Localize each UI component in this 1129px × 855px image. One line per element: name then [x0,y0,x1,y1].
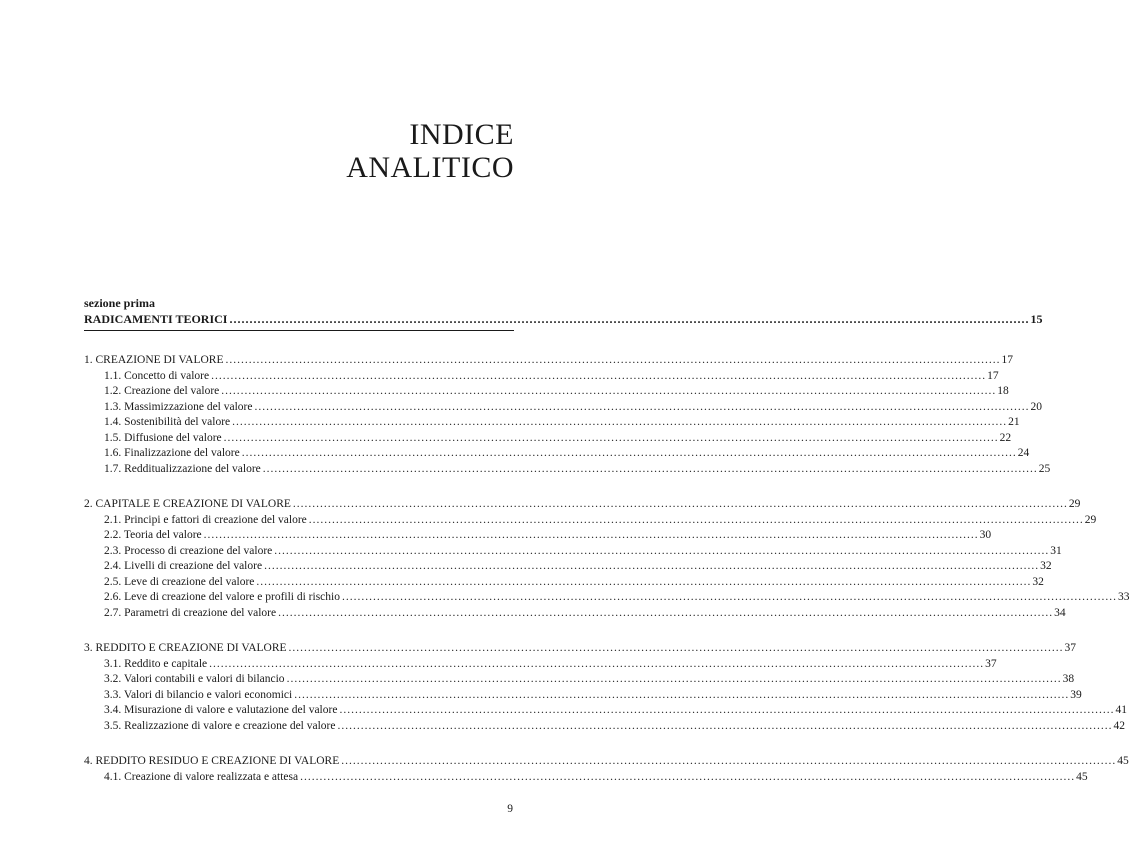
toc-item-page: 39 [1070,688,1082,701]
section-page: 15 [1030,312,1043,326]
toc-item-page: 25 [1038,462,1051,475]
leader-dots: ........................................................................................................................................................................................................ [308,513,1084,526]
leader-dots: ........................................................................................................................................................................................................ [223,431,999,444]
toc-item[interactable] [84,462,1051,478]
toc-item-page: 20 [1030,400,1042,413]
section-title: RADICAMENTI TEORICI [84,312,228,326]
leader-dots: ........................................................................................................................................................................................................ [339,704,1115,716]
toc-item[interactable] [84,384,1009,400]
toc-item-label: 3.3. Valori di bilancio e valori economici [104,688,293,701]
leader-dots: ........................................................................................................................................................................................................ [225,354,1001,366]
toc-item-label: 2.4. Livelli di creazione del valore [104,560,263,572]
leader-dots: ........................................................................................................................................................................................................ [229,312,1030,326]
chapter-title: 2. CAPITALE E CREAZIONE DI VALORE [84,498,291,510]
toc-item-label: 4.1. Creazione di valore realizzata e attesa [104,770,299,783]
toc-item-label: 3.1. Reddito e capitale [104,657,208,670]
toc-item[interactable] [84,657,997,673]
toc-item-page: 24 [1017,447,1030,459]
leader-dots: ........................................................................................................................................................................................................ [209,657,985,670]
leader-dots: ........................................................................................................................................................................................................ [341,591,1117,603]
toc-item[interactable] [84,431,1012,447]
toc-item-page: 38 [1062,673,1075,685]
chapter-title: 3. REDDITO E CREAZIONE DI VALORE [84,642,287,654]
toc-item[interactable] [84,446,1030,462]
chapter-title: 1. CREAZIONE DI VALORE [84,354,224,366]
section-entry[interactable] [84,310,1043,331]
toc-item[interactable] [84,770,1088,786]
chapter-entry[interactable] [84,353,1013,369]
leader-dots: ........................................................................................................................................................................................................ [337,719,1113,732]
toc-item-page: 41 [1115,704,1127,716]
chapter-list [84,353,1129,785]
toc-item[interactable] [84,513,1097,529]
toc-item[interactable] [84,688,1082,704]
leader-dots: ........................................................................................................................................................................................................ [294,688,1070,701]
toc-item[interactable] [84,544,1062,560]
toc-item-label: 2.3. Processo di creazione del valore [104,544,273,557]
toc-item-page: 29 [1084,513,1097,526]
toc-item-label: 1.6. Finalizzazione del valore [104,447,240,459]
chapter-page: 37 [1064,642,1077,654]
toc-item[interactable] [84,590,1129,606]
toc-item-label: 2.7. Parametri di creazione del valore [104,606,277,619]
leader-dots: ........................................................................................................................................................................................................ [256,575,1032,588]
toc-item-label: 2.6. Leve di creazione del valore e profili di rischio [104,591,340,603]
page-number: 9 [507,803,513,815]
chapter-entry[interactable] [84,497,1081,513]
toc-item[interactable] [84,415,1020,431]
toc-item-page: 22 [999,431,1012,444]
leader-dots: ........................................................................................................................................................................................................ [241,447,1017,459]
chapter-title: 4. REDDITO RESIDUO E CREAZIONE DI VALORE [84,755,340,767]
toc-item[interactable] [84,559,1052,575]
toc-item-label: 1.3. Massimizzazione del valore [104,400,253,413]
chapter-block [84,754,1129,785]
toc-item-label: 2.5. Leve di creazione del valore [104,575,255,588]
title-line-1: INDICE [409,118,514,151]
toc-item[interactable] [84,606,1066,622]
toc-item-page: 32 [1040,560,1052,572]
toc-item-label: 2.1. Principi e fattori di creazione del valore [104,513,307,526]
leader-dots: ........................................................................................................................................................................................................ [288,642,1064,654]
chapter-block [84,641,1127,734]
leader-dots: ........................................................................................................................................................................................................ [341,755,1117,767]
toc-item-page: 30 [979,529,992,541]
chapter-entry[interactable] [84,754,1129,770]
toc-item-label: 3.2. Valori contabili e valori di bilancio [104,673,285,685]
chapter-entry[interactable] [84,641,1077,657]
leader-dots: ........................................................................................................................................................................................................ [286,673,1062,685]
toc-item-page: 17 [987,369,999,382]
leader-dots: ........................................................................................................................................................................................................ [278,606,1054,619]
toc-item[interactable] [84,703,1127,719]
chapter-block [84,497,1129,621]
toc-item-label: 1.1. Concetto di valore [104,369,210,382]
toc-item-label: 3.5. Realizzazione di valore e creazione del valore [104,719,336,732]
leader-dots: ........................................................................................................................................................................................................ [221,385,997,397]
leader-dots: ........................................................................................................................................................................................................ [264,560,1040,572]
toc-item-page: 34 [1054,606,1066,619]
toc-item-label: 1.5. Diffusione del valore [104,431,222,444]
toc-item-page: 18 [997,385,1009,397]
chapter-block [84,353,1051,477]
toc-item-page: 45 [1076,770,1088,783]
toc-item-label: 1.7. Redditualizzazione del valore [104,462,261,475]
toc-item-label: 1.2. Creazione del valore [104,385,220,397]
toc-item[interactable] [84,400,1042,416]
section-label: sezione prima [84,296,155,310]
leader-dots: ........................................................................................................................................................................................................ [274,544,1050,557]
toc-item[interactable] [84,575,1044,591]
title-line-2: ANALITICO [346,151,514,184]
page-title [346,118,514,184]
toc-item-page: 37 [985,657,997,670]
leader-dots: ........................................................................................................................................................................................................ [292,498,1068,510]
chapter-page: 29 [1068,498,1081,510]
toc-item[interactable] [84,369,999,385]
toc-item-label: 3.4. Misurazione di valore e valutazione del valore [104,704,338,716]
chapter-page: 17 [1001,354,1013,366]
chapter-page: 45 [1117,755,1129,767]
toc-item-page: 31 [1050,544,1062,557]
leader-dots: ........................................................................................................................................................................................................ [254,400,1030,413]
toc-item-label: 1.4. Sostenibilità del valore [104,416,231,428]
toc-item-page: 33 [1117,591,1129,603]
toc-item[interactable] [84,528,992,544]
leader-dots: ........................................................................................................................................................................................................ [300,770,1076,783]
toc-item-page: 32 [1032,575,1044,588]
toc-item-page: 42 [1113,719,1125,732]
table-of-contents [84,296,1129,785]
toc-item-label: 2.2. Teoria del valore [104,529,202,541]
toc-item[interactable] [84,719,1125,735]
toc-item[interactable] [84,672,1075,688]
leader-dots: ........................................................................................................................................................................................................ [232,416,1008,428]
leader-dots: ........................................................................................................................................................................................................ [203,529,979,541]
toc-item-page: 21 [1008,416,1020,428]
leader-dots: ........................................................................................................................................................................................................ [262,462,1038,475]
leader-dots: ........................................................................................................................................................................................................ [211,369,987,382]
